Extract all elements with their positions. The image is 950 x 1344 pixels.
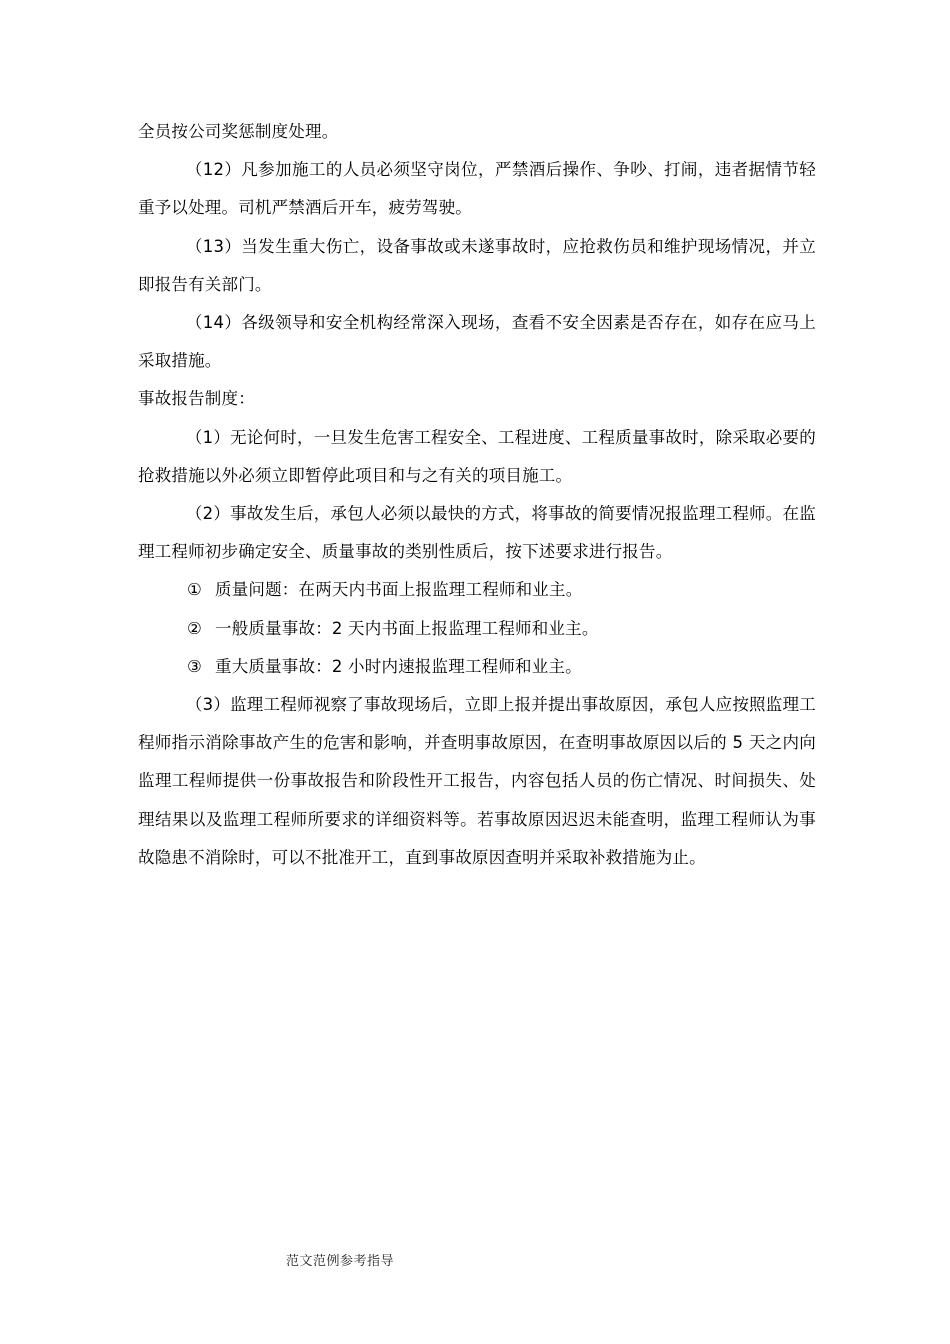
list-marker: ③ [187, 656, 202, 676]
page-footer: 范文范例参考指导 [286, 1254, 395, 1269]
list-item [138, 610, 816, 648]
paragraph-item-14: （14）各级领导和安全机构经常深入现场，查看不安全因素是否存在，如存在应马上采取措施。 [138, 313, 816, 371]
list-item-text: 质量问题：在两天内书面上报监理工程师和业主。 [215, 580, 583, 600]
paragraph-report-2: （2）事故发生后，承包人必须以最快的方式，将事故的简要情况报监理工程师。在监理工程师初步确定安全、质量事故的类别性质后，按下述要求进行报告。 [138, 504, 816, 562]
list-marker: ① [187, 580, 202, 600]
paragraph-continuation: 全员按公司奖惩制度处理。 [138, 122, 339, 141]
list-marker: ② [187, 618, 202, 638]
list-item [138, 648, 816, 686]
paragraph-item-13: （13）当发生重大伤亡，设备事故或未遂事故时，应抢救伤员和维护现场情况，并立即报告有关部门。 [138, 236, 816, 294]
list-item-text: 一般质量事故：2 天内书面上报监理工程师和业主。 [215, 618, 599, 638]
list-item-text: 重大质量事故：2 小时内速报监理工程师和业主。 [215, 656, 582, 676]
paragraph-report-1: （1）无论何时，一旦发生危害工程安全、工程进度、工程质量事故时，除采取必要的抢救措施以外必须立即暂停此项目和与之有关的项目施工。 [138, 427, 816, 485]
paragraph-item-12: （12）凡参加施工的人员必须坚守岗位，严禁酒后操作、争吵、打闹，违者据情节轻重予以处理。司机严禁酒后开车，疲劳驾驶。 [138, 160, 816, 218]
document-body [138, 113, 816, 877]
list-item [138, 571, 816, 609]
paragraph-report-3: （3）监理工程师视察了事故现场后，立即上报并提出事故原因，承包人应按照监理工程师指示消除事故产生的危害和影响，并查明事故原因，在查明事故原因以后的 5 天之内向监理工程师提供一份事故报告和阶段性开工报告，内容包括人员的伤亡情况、时间损失、处理结果以及监理工程师所要求的详细资料等。若事故原因迟迟未能查明，监理工程师认为事故隐患不消除时，可以不批准开工，直到事故原因查明并采取补救措施为止。 [138, 695, 816, 867]
section-heading: 事故报告制度： [138, 389, 255, 409]
